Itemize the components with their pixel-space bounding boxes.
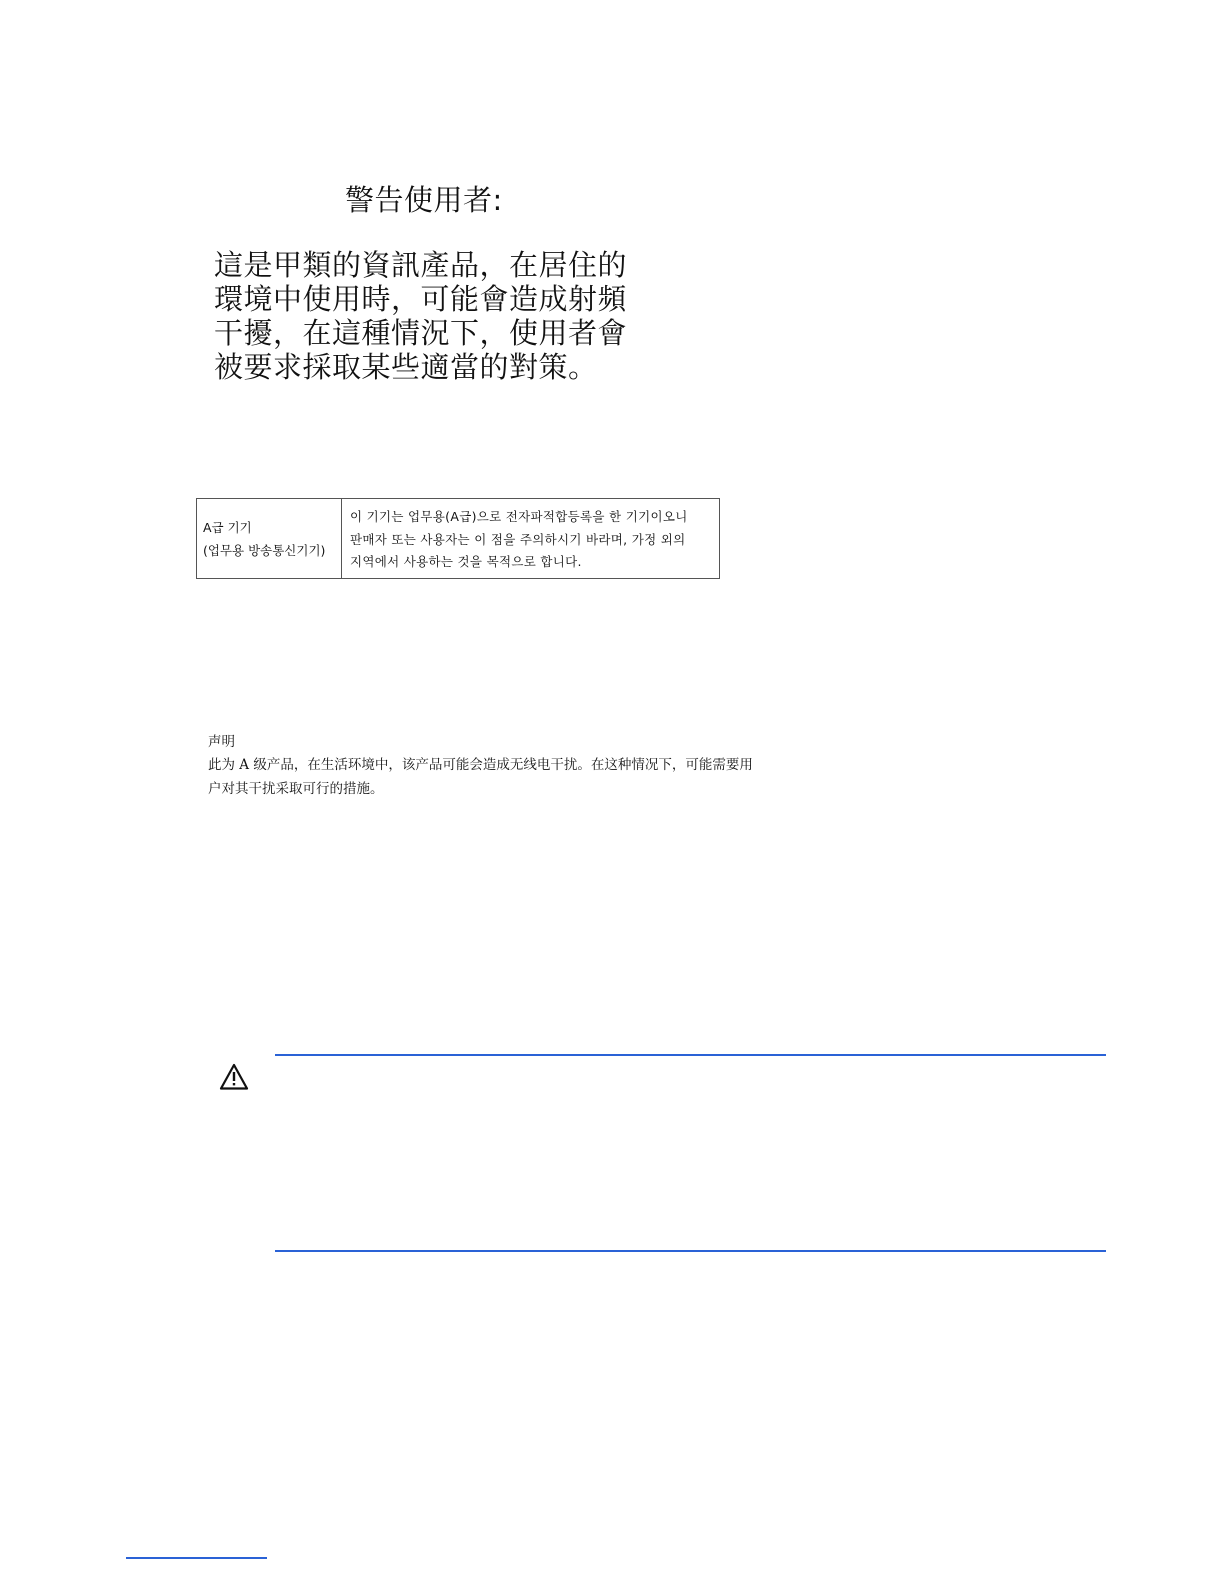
- korea-notice-class-cell: [197, 499, 342, 578]
- taiwan-notice-line: 這是甲類的資訊產品，在居住的: [214, 248, 628, 282]
- korea-notice-class-label: A급 기기: [203, 520, 252, 535]
- taiwan-notice-line: 環境中使用時，可能會造成射頻: [214, 282, 628, 316]
- taiwan-notice-line: 被要求採取某些適當的對策。: [214, 350, 598, 384]
- korea-notice-line: 이 기기는 업무용(A급)으로 전자파적합등록을 한 기기이오니: [350, 509, 688, 524]
- china-statement-line: 户对其干扰采取可行的措施。: [208, 781, 384, 797]
- korea-notice-line: 지역에서 사용하는 것을 목적으로 합니다.: [350, 554, 582, 569]
- taiwan-notice-line: 干擾，在這種情況下，使用者會: [214, 316, 628, 350]
- warning-top-rule: [275, 1054, 1106, 1056]
- china-statement-line: 此为 A 级产品，在生活环境中，该产品可能会造成无线电干扰。在这种情况下，可能需要用: [208, 757, 753, 773]
- korea-notice-table: [196, 498, 720, 579]
- korea-notice-text-cell: [342, 499, 719, 578]
- taiwan-notice-title: 警告使用者:: [345, 183, 503, 217]
- china-statement: [208, 731, 828, 801]
- footer-rule: [126, 1557, 267, 1559]
- korea-notice-class-sublabel: (업무용 방송통신기기): [203, 543, 326, 558]
- warning-bottom-rule: [275, 1250, 1106, 1252]
- warning-triangle-icon: [219, 1063, 249, 1091]
- china-statement-title: 声明: [208, 734, 235, 750]
- taiwan-notice-body: [214, 248, 628, 384]
- korea-notice-line: 판매자 또는 사용자는 이 점을 주의하시기 바라며, 가정 외의: [350, 531, 686, 547]
